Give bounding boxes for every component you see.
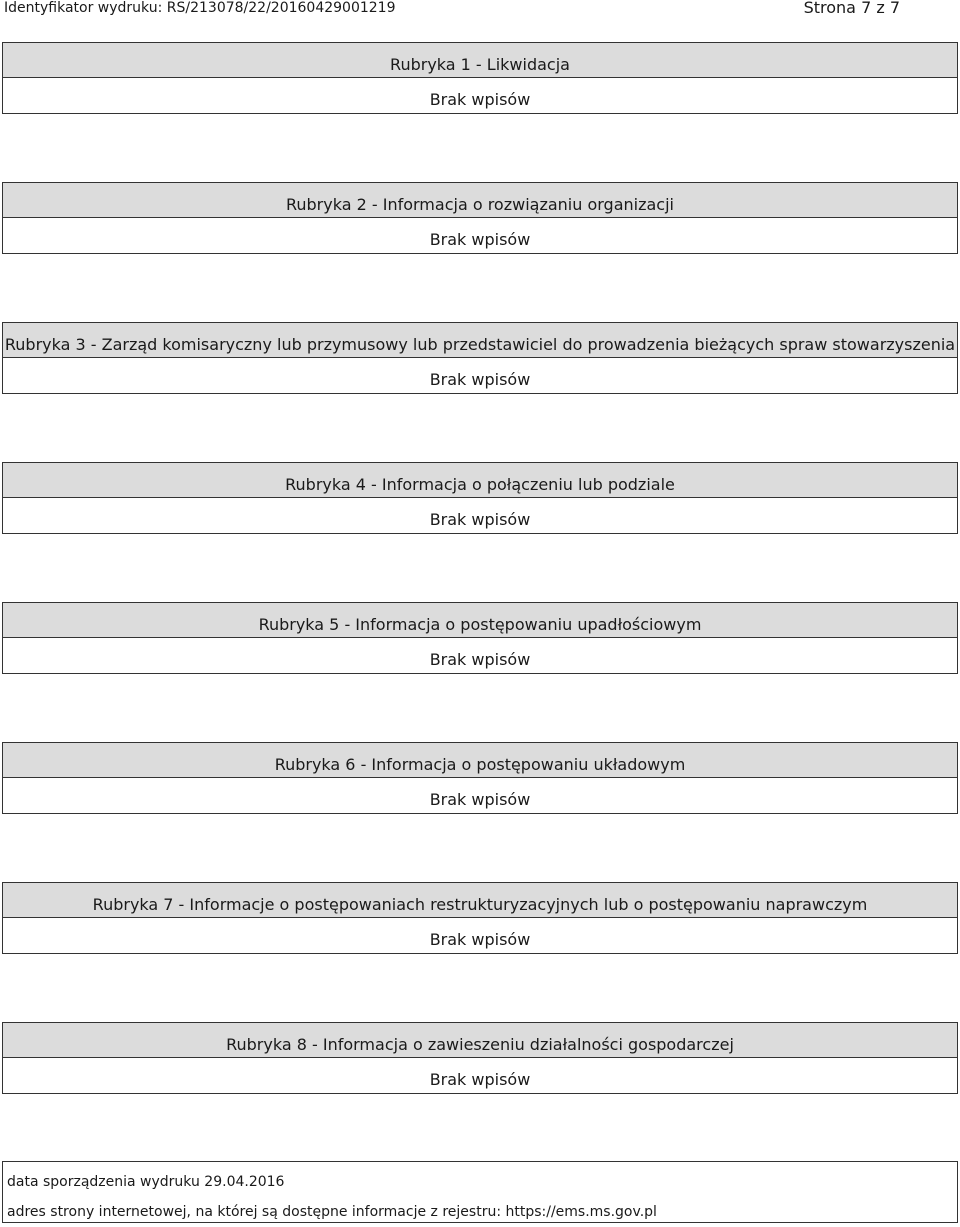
page-number: Strona 7 z 7 xyxy=(803,0,900,17)
section-entry: Brak wpisów xyxy=(2,638,958,674)
section-4 xyxy=(2,462,958,534)
section-title: Rubryka 3 - Zarząd komisaryczny lub przymusowy lub przedstawiciel do prowadzenia bieżących spraw stowarzyszenia xyxy=(2,322,958,358)
section-3 xyxy=(2,322,958,394)
section-8 xyxy=(2,1022,958,1094)
print-date: data sporządzenia wydruku 29.04.2016 xyxy=(7,1174,285,1190)
section-6 xyxy=(2,742,958,814)
section-title: Rubryka 7 - Informacje o postępowaniach restrukturyzacyjnych lub o postępowaniu naprawczym xyxy=(2,882,958,918)
section-entry: Brak wpisów xyxy=(2,1058,958,1094)
section-title: Rubryka 8 - Informacja o zawieszeniu działalności gospodarczej xyxy=(2,1022,958,1058)
print-identifier: Identyfikator wydruku: RS/213078/22/20160429001219 xyxy=(4,0,396,16)
section-1 xyxy=(2,42,958,114)
section-title: Rubryka 6 - Informacja o postępowaniu układowym xyxy=(2,742,958,778)
page-header xyxy=(0,0,960,20)
section-entry: Brak wpisów xyxy=(2,218,958,254)
document-footer xyxy=(2,1161,958,1223)
registry-address: adres strony internetowej, na której są dostępne informacje z rejestru: https://ems.ms.gov.pl xyxy=(7,1204,657,1220)
section-title: Rubryka 2 - Informacja o rozwiązaniu organizacji xyxy=(2,182,958,218)
section-title: Rubryka 5 - Informacja o postępowaniu upadłościowym xyxy=(2,602,958,638)
section-title: Rubryka 1 - Likwidacja xyxy=(2,42,958,78)
section-entry: Brak wpisów xyxy=(2,78,958,114)
section-title: Rubryka 4 - Informacja o połączeniu lub podziale xyxy=(2,462,958,498)
section-2 xyxy=(2,182,958,254)
section-entry: Brak wpisów xyxy=(2,498,958,534)
section-entry: Brak wpisów xyxy=(2,358,958,394)
section-entry: Brak wpisów xyxy=(2,918,958,954)
section-5 xyxy=(2,602,958,674)
section-7 xyxy=(2,882,958,954)
section-entry: Brak wpisów xyxy=(2,778,958,814)
